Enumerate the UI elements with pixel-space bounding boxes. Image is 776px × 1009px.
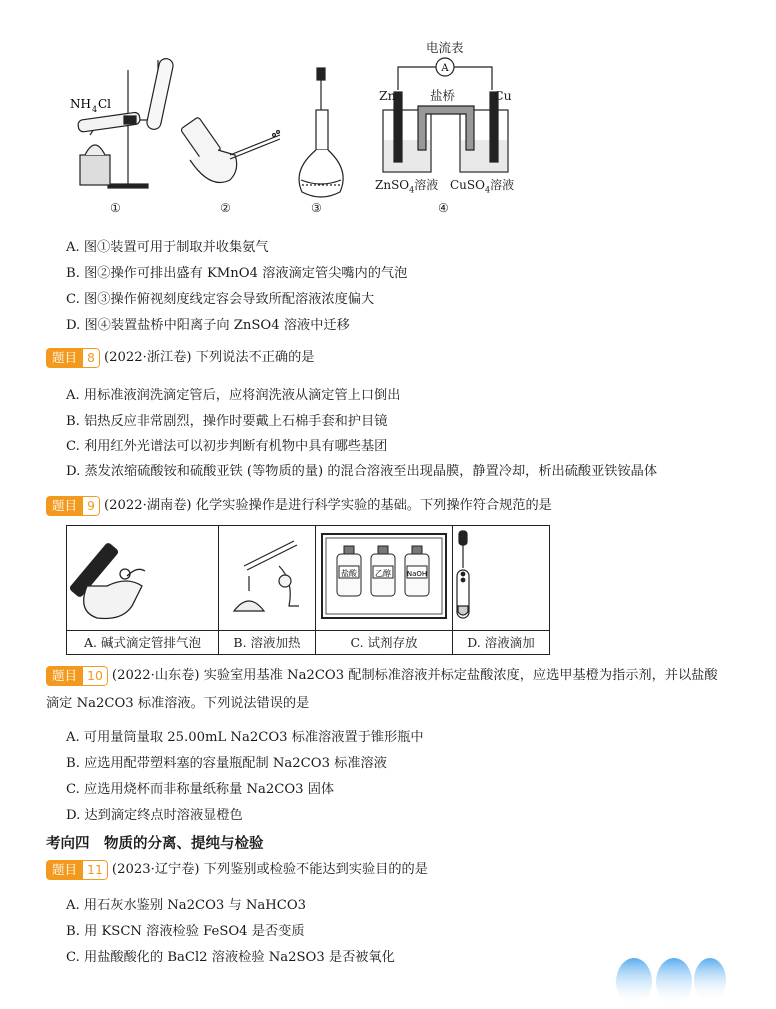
q9-figure-table — [66, 525, 550, 655]
q9-stem-line — [46, 494, 552, 516]
q7-option-c: C. 图③操作俯视刻度线定容会导致所配溶液浓度偏大 — [66, 292, 375, 307]
q11-option-a: A. 用石灰水鉴别 Na2CO3 与 NaHCO3 — [66, 898, 307, 913]
ammeter-symbol: A — [441, 63, 449, 74]
decorative-blobs — [612, 950, 732, 1009]
q8-option-c: C. 利用红外光谱法可以初步判断有机物中具有哪些基团 — [66, 439, 388, 454]
q11-badge: 题目 11 — [46, 860, 108, 880]
q10-stem-line2: 滴定 Na2CO3 标准溶液。下列说法错误的是 — [46, 696, 310, 711]
heating-solution-image — [219, 526, 315, 626]
apparatus-3 — [299, 68, 343, 197]
q10-stem-line1 — [46, 664, 718, 686]
znso4-label: ZnSO$_4$溶液 — [375, 178, 439, 195]
q9-cell-b-label: B. 溶液加热 — [219, 630, 315, 654]
apparatus-2 — [180, 117, 280, 183]
q8-stem: (2022·浙江卷) 下列说法不正确的是 — [103, 350, 315, 365]
q11-option-c: C. 用盐酸酸化的 BaCl2 溶液检验 Na2SO3 是否被氧化 — [66, 950, 395, 965]
q9-cell-d-label: D. 溶液滴加 — [453, 630, 549, 654]
q9-cell-b — [219, 526, 316, 655]
apparatus-figure — [40, 30, 560, 230]
caption-4: ④ — [438, 201, 449, 215]
q10-option-d: D. 达到滴定终点时溶液显橙色 — [66, 808, 243, 823]
caption-2: ② — [220, 201, 231, 215]
q11-stem: (2023·辽宁卷) 下列鉴别或检验不能达到实验目的的是 — [111, 862, 428, 877]
caption-3: ③ — [311, 201, 322, 215]
reagent-storage-image — [316, 526, 452, 626]
q9-cell-c-label: C. 试剂存放 — [316, 630, 452, 654]
zn-label: Zn — [379, 88, 396, 103]
section-title: 考向四 物质的分离、提纯与检验 — [46, 836, 264, 852]
q8-option-a: A. 用标准液润洗滴定管后，应将润洗液从滴定管上口倒出 — [66, 388, 401, 403]
caption-1: ① — [110, 201, 121, 215]
bottle-label-naoh: NaOH — [406, 570, 428, 578]
q9-cell-a — [67, 526, 219, 655]
q7-option-d: D. 图④装置盐桥中阳离子向 ZnSO4 溶液中迁移 — [66, 318, 350, 333]
q9-cell-a-label: A. 碱式滴定管排气泡 — [67, 630, 218, 654]
apparatus-1 — [77, 57, 174, 188]
q11-option-b: B. 用 KSCN 溶液检验 FeSO4 是否变质 — [66, 924, 305, 939]
q9-badge: 题目 9 — [46, 496, 100, 516]
q8-option-b: B. 铝热反应非常剧烈，操作时要戴上石棉手套和护目镜 — [66, 414, 388, 429]
q10-option-c: C. 应选用烧杯而非称量纸称量 Na2CO3 固体 — [66, 782, 335, 797]
q9-cell-d — [453, 526, 550, 655]
svg-text:4: 4 — [92, 105, 98, 114]
salt-bridge-label: 盐桥 — [430, 88, 456, 103]
svg-text:Cl: Cl — [98, 97, 112, 111]
q10-badge: 题目 10 — [46, 666, 108, 686]
q10-stem-1: (2022·山东卷) 实验室用基准 Na2CO3 配制标准溶液并标定盐酸浓度，应选甲基橙为指示剂，并以盐酸 — [111, 668, 718, 683]
q10-option-b: B. 应选用配带塑料塞的容量瓶配制 Na2CO3 标准溶液 — [66, 756, 387, 771]
apparatus-4 — [383, 58, 508, 172]
nh4cl-label: NH — [70, 97, 91, 111]
q9-cell-c — [316, 526, 453, 655]
q7-option-a: A. 图①装置可用于制取并收集氨气 — [66, 240, 269, 255]
q8-stem-line — [46, 346, 314, 368]
cu-label: Cu — [494, 88, 512, 103]
cuso4-label: CuSO$_4$溶液 — [450, 178, 515, 195]
q9-stem: (2022·湖南卷) 化学实验操作是进行科学实验的基础。下列操作符合规范的是 — [103, 498, 552, 513]
q8-badge: 题目 8 — [46, 348, 100, 368]
burette-bubble-image — [67, 526, 218, 626]
q8-option-d: D. 蒸发浓缩硫酸铵和硫酸亚铁 (等物质的量) 的混合溶液至出现晶膜，静置冷却，析出硫酸亚铁铵晶体 — [66, 464, 658, 479]
dropper-image — [453, 526, 549, 626]
ammeter-label: 电流表 — [426, 40, 464, 55]
bottle-label-hcl: 盐酸 — [341, 569, 357, 578]
q10-option-a: A. 可用量筒量取 25.00mL Na2CO3 标准溶液置于锥形瓶中 — [66, 730, 424, 745]
q7-option-b: B. 图②操作可排出盛有 KMnO4 溶液滴定管尖嘴内的气泡 — [66, 266, 408, 281]
q11-stem-line — [46, 858, 428, 880]
bottle-label-ethanol: 乙醇 — [375, 569, 391, 578]
